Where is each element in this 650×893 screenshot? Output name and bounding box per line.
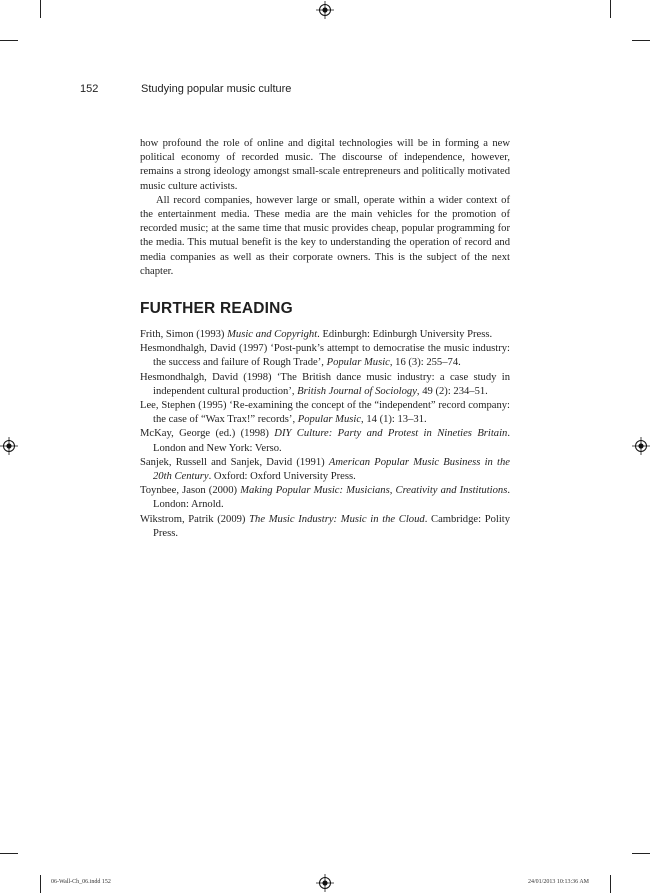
reference-title: American Popular Music Business in the 20th Century xyxy=(153,456,510,483)
reference-text: . Oxford: Oxford University Press. xyxy=(208,471,356,483)
crop-mark-icon xyxy=(610,0,611,18)
reference-text: , 16 (3): 255–74. xyxy=(389,357,461,369)
reference-text: . Cambridge: Polity Press. xyxy=(153,513,511,539)
running-title: Studying popular music culture xyxy=(141,83,292,95)
reference-item xyxy=(140,328,510,342)
reference-title: DIY Culture: Party and Protest in Nineties Britain xyxy=(274,428,508,440)
section-heading: FURTHER READING xyxy=(140,300,293,317)
reference-text: Hesmondhalgh, David (1997) ‘Post-punk’s attempt to democratise the music industry: the success and failure of Rough Trade’, xyxy=(140,343,510,369)
registration-target-icon xyxy=(0,437,18,455)
reference-text: Sanjek, Russell and Sanjek, David (1991) xyxy=(140,456,329,468)
registration-target-icon xyxy=(632,437,650,455)
registration-target-icon xyxy=(316,1,334,19)
crop-mark-icon xyxy=(0,853,18,854)
reference-title: Popular Music xyxy=(326,357,390,369)
reference-title: Music and Copyright xyxy=(227,329,318,340)
reference-text: Wikstrom, Patrik (2009) xyxy=(140,513,250,525)
reference-text: . London: Arnold. xyxy=(153,485,510,511)
reference-item xyxy=(140,484,510,512)
body-paragraph: how profound the role of online and digital technologies will be in forming a new political economy of recorded music. The discourse of independence, however, remains a strong ideology amongst small-scale entrepreneurs and politically motivated music culture activists. xyxy=(140,138,510,192)
crop-mark-icon xyxy=(632,853,650,854)
reference-item xyxy=(140,513,510,541)
reference-item xyxy=(140,399,510,427)
reference-list xyxy=(140,328,510,541)
body-text xyxy=(140,137,510,279)
reference-title: Making Popular Music: Musicians, Creativity and Institutions xyxy=(240,485,508,497)
crop-mark-icon xyxy=(632,40,650,41)
reference-text: . Edinburgh: Edinburgh University Press. xyxy=(317,329,493,340)
reference-text: Toynbee, Jason (2000) xyxy=(140,485,241,497)
reference-item xyxy=(140,456,510,484)
crop-mark-icon xyxy=(40,875,41,893)
crop-mark-icon xyxy=(610,875,611,893)
reference-text: McKay, George (ed.) (1998) xyxy=(140,428,275,440)
slug-file-name: 06-Wall-Ch_06.indd 152 xyxy=(51,879,111,885)
reference-title: British Journal of Sociology xyxy=(297,385,417,397)
crop-mark-icon xyxy=(0,40,18,41)
page-number: 152 xyxy=(80,83,99,95)
body-paragraph: All record companies, however large or small, operate within a wider context of the entertainment media. These media are the main vehicles for the promotion of recorded music; at the same time that music provides cheap, popular programming for the media. This mutual benefit is the key to understanding the operation of record and media companies as well as their corporate owners. This is the subject of the next chapter. xyxy=(140,194,510,277)
reference-text: . London and New York: Verso. xyxy=(153,428,510,454)
crop-mark-icon xyxy=(40,0,41,18)
registration-target-icon xyxy=(316,874,334,892)
reference-text: Frith, Simon (1993) xyxy=(140,329,228,340)
reference-title: Popular Music xyxy=(297,414,362,426)
reference-title: The Music Industry: Music in the Cloud xyxy=(249,513,425,525)
reference-text: Hesmondhalgh, David (1998) ‘The British dance music industry: a case study in independent cultural production’, xyxy=(140,371,510,397)
reference-text: , 14 (1): 13–31. xyxy=(361,414,427,426)
reference-item xyxy=(140,342,510,370)
reference-item xyxy=(140,427,510,455)
reference-text: Lee, Stephen (1995) ‘Re-examining the concept of the “independent” record company: the case of “Wax Trax!” records’, xyxy=(140,400,510,426)
reference-item xyxy=(140,371,510,399)
slug-timestamp: 24/01/2013 10:13:36 AM xyxy=(528,879,590,885)
reference-text: , 49 (2): 234–51. xyxy=(416,385,488,397)
